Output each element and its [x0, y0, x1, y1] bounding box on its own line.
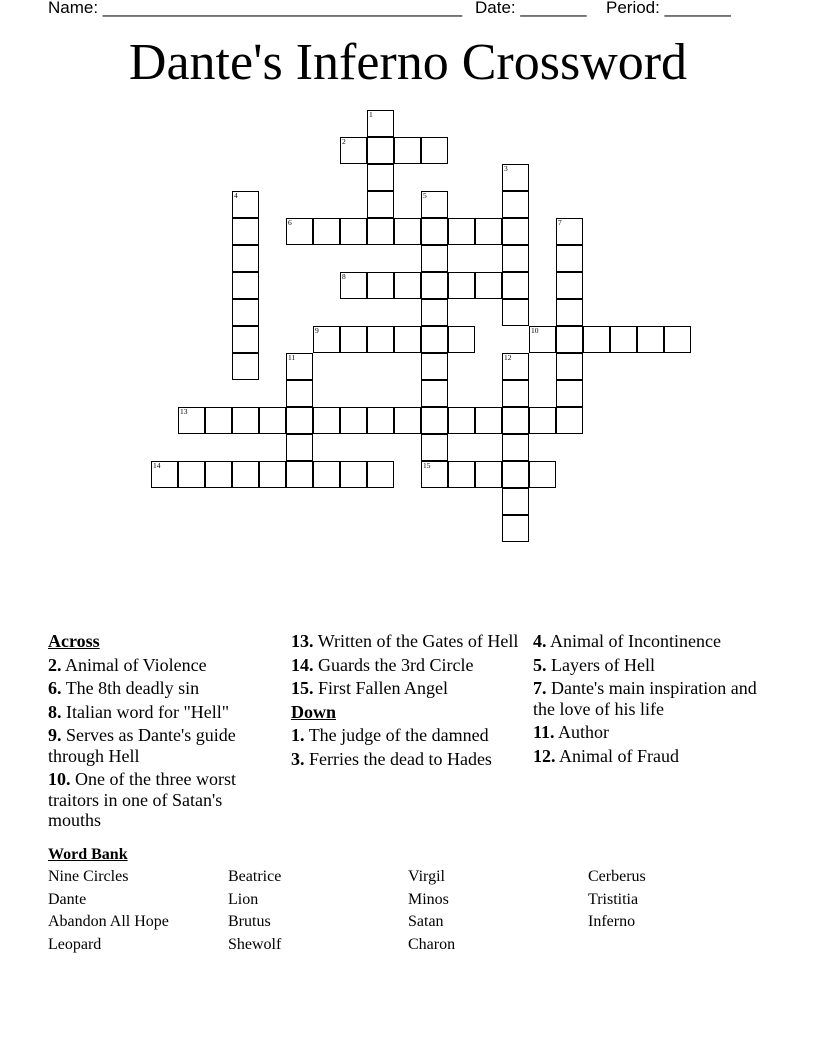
clue-number: 12 — [504, 353, 512, 362]
clue-across-10: 10. One of the three worst traitors in one of Satan's mouths — [48, 769, 236, 830]
clue-number: 9 — [315, 326, 319, 335]
grid-cell[interactable] — [367, 326, 394, 353]
grid-cell[interactable] — [367, 137, 394, 164]
grid-cell[interactable] — [556, 407, 583, 434]
grid-cell[interactable] — [502, 353, 529, 380]
word-bank-item: Brutus — [228, 913, 271, 930]
grid-cell[interactable] — [232, 299, 259, 326]
grid-cell[interactable] — [475, 461, 502, 488]
puzzle-title: Dante's Inferno Crossword — [128, 34, 688, 91]
grid-cell[interactable] — [367, 218, 394, 245]
word-bank-item: Dante — [48, 891, 87, 908]
grid-cell[interactable] — [340, 137, 367, 164]
grid-cell[interactable] — [232, 272, 259, 299]
clue-across-8: 8. Italian word for "Hell" — [48, 701, 230, 722]
clue-number: 2 — [342, 137, 346, 146]
word-bank-item: Nine Circles — [48, 868, 129, 885]
clue-number: 3 — [504, 164, 508, 173]
clue-across-6: 6. The 8th deadly sin — [48, 678, 200, 698]
grid-cell[interactable] — [664, 326, 691, 353]
grid-cell[interactable] — [448, 272, 475, 299]
word-bank-item: Leopard — [48, 936, 102, 953]
grid-cell[interactable] — [502, 461, 529, 488]
clue-number: 14 — [153, 461, 161, 470]
word-bank-item: Charon — [408, 936, 456, 953]
grid-cell[interactable] — [421, 272, 448, 299]
grid-cell[interactable] — [394, 137, 421, 164]
grid-cell[interactable] — [421, 434, 448, 461]
grid-cell[interactable] — [448, 326, 475, 353]
grid-cell[interactable] — [232, 191, 259, 218]
grid-cell[interactable] — [421, 218, 448, 245]
across-clues-col1 — [48, 631, 278, 834]
grid-cell[interactable] — [313, 461, 340, 488]
grid-cell[interactable] — [502, 299, 529, 326]
grid-cell[interactable] — [232, 353, 259, 380]
grid-cell[interactable] — [556, 326, 583, 353]
clue-down-4: 4. Animal of Incontinence — [533, 631, 721, 651]
grid-cell[interactable] — [421, 299, 448, 326]
grid-cell[interactable] — [394, 326, 421, 353]
grid-cell[interactable] — [286, 353, 313, 380]
grid-cell[interactable] — [556, 380, 583, 407]
grid-cell[interactable] — [286, 380, 313, 407]
grid-cell[interactable] — [556, 245, 583, 272]
grid-cell[interactable] — [286, 434, 313, 461]
grid-cell[interactable] — [259, 461, 286, 488]
grid-cell[interactable] — [421, 461, 448, 488]
grid-cell[interactable] — [340, 218, 367, 245]
clue-number: 4 — [234, 191, 238, 200]
grid-cell[interactable] — [529, 461, 556, 488]
word-bank-item: Satan — [408, 913, 444, 930]
clue-down-12: 12. Animal of Fraud — [533, 745, 679, 766]
clue-number: 11 — [288, 353, 296, 362]
clue-across-13: 13. Written of the Gates of Hell — [291, 631, 519, 651]
grid-cell[interactable] — [475, 218, 502, 245]
clue-down-7: 7. Dante's main inspiration and the love of his life — [533, 678, 757, 719]
grid-cell[interactable] — [313, 218, 340, 245]
clue-down-5: 5. Layers of Hell — [533, 654, 655, 675]
grid-cell[interactable] — [556, 218, 583, 245]
clue-number: 1 — [369, 110, 373, 119]
grid-cell[interactable] — [367, 461, 394, 488]
grid-cell[interactable] — [259, 407, 286, 434]
grid-cell[interactable] — [421, 137, 448, 164]
clue-across-9: 9. Serves as Dante's guide through Hell — [48, 725, 236, 766]
grid-cell[interactable] — [502, 191, 529, 218]
grid-cell[interactable] — [421, 407, 448, 434]
grid-cell[interactable] — [421, 353, 448, 380]
grid-cell[interactable] — [502, 434, 529, 461]
grid-cell[interactable] — [232, 461, 259, 488]
clue-number: 6 — [288, 218, 292, 227]
grid-cell[interactable] — [178, 407, 205, 434]
grid-cell[interactable] — [556, 272, 583, 299]
grid-cell[interactable] — [556, 299, 583, 326]
grid-cell[interactable] — [394, 218, 421, 245]
clue-number: 15 — [423, 461, 431, 470]
grid-cell[interactable] — [313, 407, 340, 434]
word-bank-heading: Word Bank — [48, 846, 128, 863]
grid-cell[interactable] — [394, 407, 421, 434]
name-field: Name: ______________________________________ — [48, 0, 463, 17]
grid-cell[interactable] — [502, 245, 529, 272]
grid-cell[interactable] — [421, 191, 448, 218]
grid-cell[interactable] — [610, 326, 637, 353]
grid-cell[interactable] — [502, 218, 529, 245]
grid-cell[interactable] — [502, 407, 529, 434]
clue-across-14: 14. Guards the 3rd Circle — [291, 654, 474, 675]
grid-cell[interactable] — [421, 326, 448, 353]
clue-number: 13 — [180, 407, 188, 416]
word-bank-item: Beatrice — [228, 868, 282, 885]
word-bank-item: Tristitia — [588, 891, 639, 908]
grid-cell[interactable] — [232, 245, 259, 272]
clue-down-1: 1. The judge of the damned — [291, 725, 489, 745]
grid-cell[interactable] — [529, 407, 556, 434]
grid-cell[interactable] — [367, 164, 394, 191]
grid-cell[interactable] — [421, 245, 448, 272]
word-bank-item: Shewolf — [228, 936, 282, 953]
grid-cell[interactable] — [502, 515, 529, 542]
grid-cell[interactable] — [151, 461, 178, 488]
clue-down-11: 11. Author — [533, 722, 610, 742]
grid-cell[interactable] — [340, 407, 367, 434]
grid-cell[interactable] — [340, 461, 367, 488]
grid-cell[interactable] — [475, 407, 502, 434]
clues-col2 — [291, 631, 521, 772]
clue-number: 8 — [342, 272, 346, 281]
grid-cell[interactable] — [367, 272, 394, 299]
grid-cell[interactable] — [367, 407, 394, 434]
grid-cell[interactable] — [286, 218, 313, 245]
clue-number: 10 — [531, 326, 539, 335]
grid-cell[interactable] — [232, 218, 259, 245]
clue-number: 5 — [423, 191, 427, 200]
grid-cell[interactable] — [367, 191, 394, 218]
grid-cell[interactable] — [205, 461, 232, 488]
grid-cell[interactable] — [556, 353, 583, 380]
grid-cell[interactable] — [340, 326, 367, 353]
grid-cell[interactable] — [394, 272, 421, 299]
grid-cell[interactable] — [286, 407, 313, 434]
clue-down-3: 3. Ferries the dead to Hades — [291, 748, 492, 769]
date-field: Date: _______ — [475, 0, 587, 17]
grid-cell[interactable] — [340, 272, 367, 299]
grid-cell[interactable] — [475, 272, 502, 299]
grid-cell[interactable] — [448, 461, 475, 488]
grid-cell[interactable] — [367, 110, 394, 137]
period-field: Period: _______ — [606, 0, 731, 17]
clue-number: 7 — [558, 218, 562, 227]
grid-cell[interactable] — [502, 164, 529, 191]
grid-cell[interactable] — [637, 326, 664, 353]
word-bank-item: Abandon All Hope — [48, 913, 169, 930]
grid-cell[interactable] — [448, 407, 475, 434]
grid-cell[interactable] — [232, 326, 259, 353]
clue-across-15: 15. First Fallen Angel — [291, 678, 448, 698]
word-bank-item: Lion — [228, 891, 259, 908]
grid-cell[interactable] — [502, 380, 529, 407]
word-bank-item: Virgil — [408, 868, 445, 885]
grid-cell[interactable] — [313, 326, 340, 353]
word-bank-item: Inferno — [588, 913, 636, 930]
word-bank-item: Minos — [408, 891, 449, 908]
clue-across-2: 2. Animal of Violence — [48, 654, 207, 675]
grid-cell[interactable] — [502, 488, 529, 515]
grid-cell[interactable] — [502, 272, 529, 299]
word-bank-item: Cerberus — [588, 868, 646, 885]
grid-cell[interactable] — [178, 461, 205, 488]
grid-cell[interactable] — [286, 461, 313, 488]
across-heading: Across — [48, 631, 100, 651]
clues-col3 — [533, 631, 763, 769]
grid-cell[interactable] — [583, 326, 610, 353]
down-heading: Down — [291, 701, 337, 722]
grid-cell[interactable] — [421, 380, 448, 407]
grid-cell[interactable] — [529, 326, 556, 353]
grid-cell[interactable] — [448, 218, 475, 245]
grid-cell[interactable] — [232, 407, 259, 434]
grid-cell[interactable] — [205, 407, 232, 434]
